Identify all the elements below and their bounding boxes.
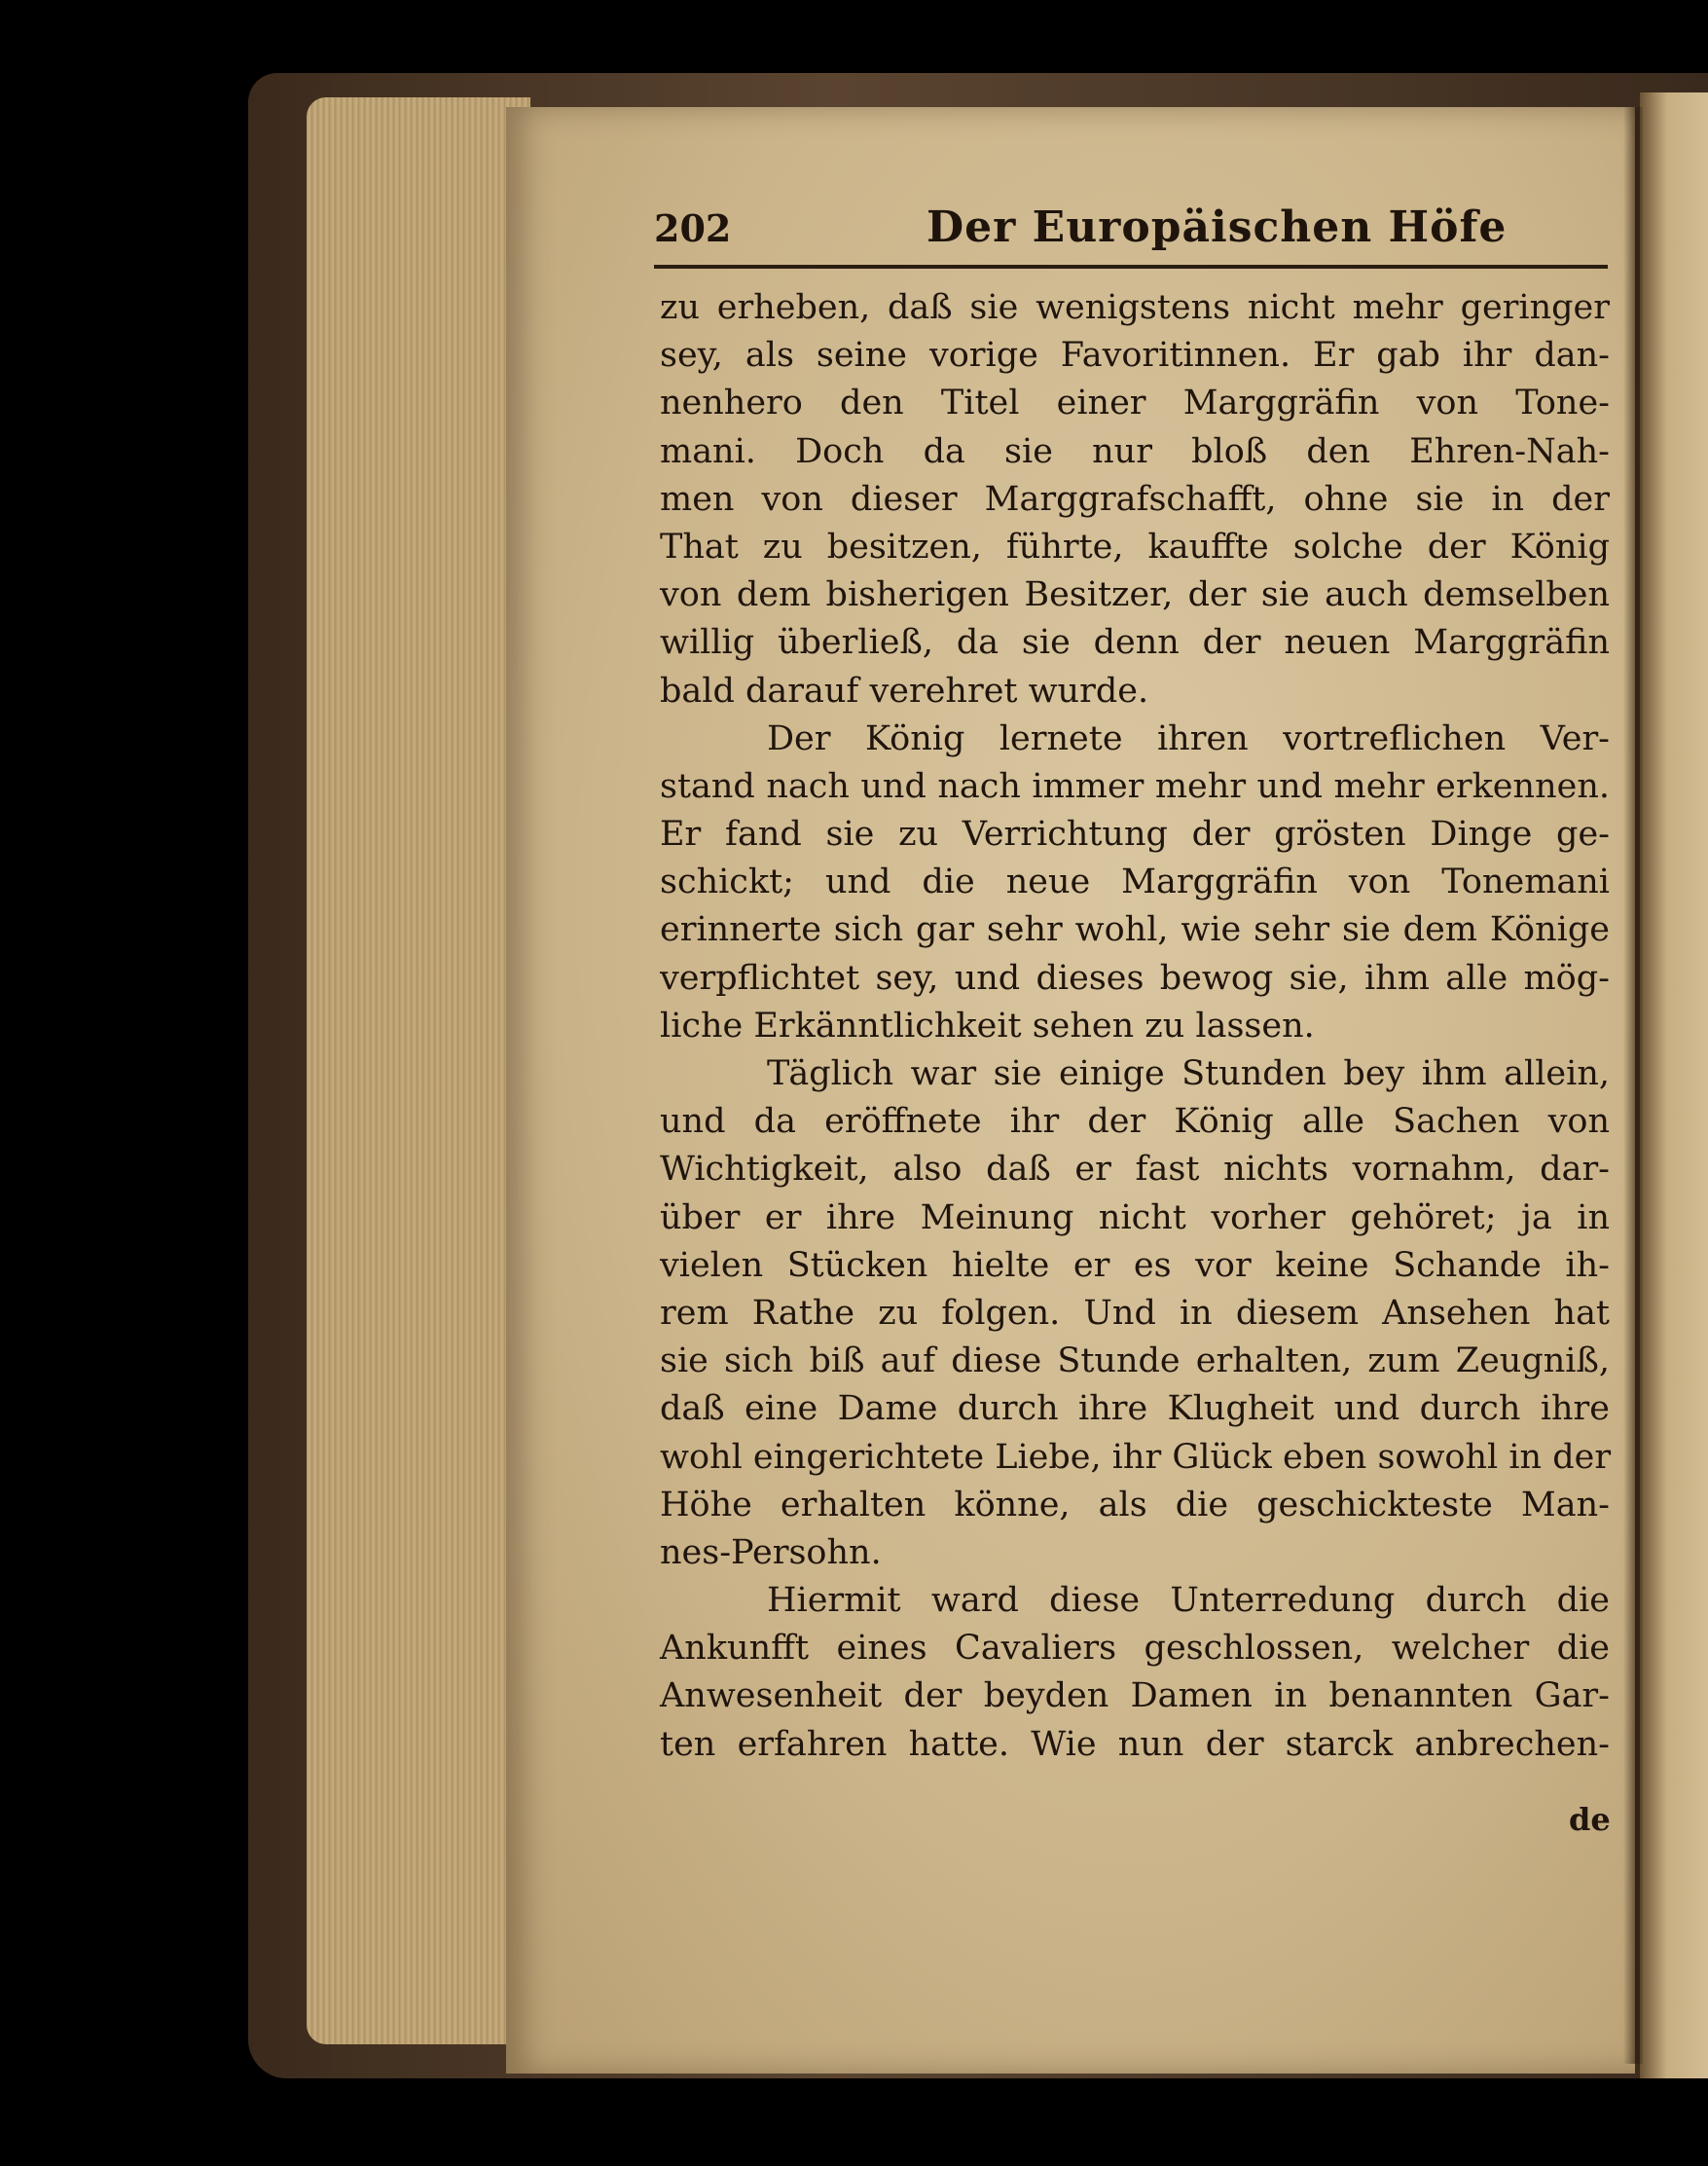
text-line: liche Erkänntlichkeit sehen zu lassen.	[660, 1006, 1315, 1046]
text-line: rem Rathe zu folgen. Und in diesem Ansehen hat	[660, 1293, 1610, 1333]
paragraph-start-line: Hiermit ward diese Unterredung durch die	[767, 1581, 1610, 1621]
text-line: nes-Persohn.	[660, 1532, 882, 1572]
text-line: sie sich biß auf diese Stunde erhalten, zum Zeugniß,	[660, 1341, 1610, 1381]
text-line: ten erfahren hatte. Wie nun der starck anbrechen-	[660, 1724, 1610, 1764]
text-line: mani. Doch da sie nur bloß den Ehren-Nah-	[660, 431, 1610, 471]
page-edges	[307, 97, 530, 2044]
text-line: Höhe erhalten könne, als die geschickteste Man-	[660, 1485, 1610, 1524]
page-header	[654, 202, 1608, 261]
paragraph-start-line: Der König lernete ihren vortreflichen Ver-	[767, 718, 1610, 758]
text-line: daß eine Dame durch ihre Klugheit und durch ihre	[660, 1389, 1610, 1429]
running-head: Der Europäischen Höfe	[927, 202, 1508, 252]
text-line: men von dieser Marggrafschafft, ohne sie in der	[660, 479, 1610, 519]
text-line: von dem bisherigen Besitzer, der sie auch demselben	[660, 575, 1610, 615]
text-line: wohl eingerichtete Liebe, ihr Glück eben sowohl in der	[660, 1437, 1612, 1477]
text-line: vielen Stücken hielte er es vor keine Schande ih-	[660, 1245, 1610, 1285]
text-line: Ankunfft eines Cavaliers geschlossen, welcher die	[660, 1629, 1610, 1669]
text-line: stand nach und nach immer mehr und mehr erkennen.	[660, 766, 1610, 806]
body-text	[660, 284, 1610, 1769]
text-line: nenhero den Titel einer Marggräfin von Tone-	[660, 384, 1610, 423]
text-line: willig überließ, da sie denn der neuen Marggräfin	[660, 623, 1610, 663]
text-line: erinnerte sich gar sehr wohl, wie sehr sie dem Könige	[660, 910, 1610, 950]
facing-page-edge	[1640, 92, 1708, 2078]
text-line: schickt; und die neue Marggräfin von Tonemani	[660, 863, 1610, 902]
text-line: und da eröffnete ihr der König alle Sachen von	[660, 1102, 1610, 1142]
page-gutter	[1623, 107, 1643, 2064]
text-line: Anwesenheit der beyden Damen in benannten Gar-	[660, 1676, 1610, 1716]
text-line: Er fand sie zu Verrichtung der grösten Dinge ge-	[660, 815, 1610, 855]
text-line: Wichtigkeit, also daß er fast nichts vornahm, dar-	[660, 1150, 1610, 1190]
text-line: verpflichtet sey, und dieses bewog sie, ihm alle mög-	[660, 958, 1610, 998]
text-line: über er ihre Meinung nicht vorher gehöret; ja in	[660, 1197, 1610, 1237]
catchword: de	[1569, 1801, 1611, 1838]
text-line: zu erheben, daß sie wenigstens nicht mehr geringer	[660, 288, 1610, 327]
paragraph-start-line: Täglich war sie einige Stunden bey ihm allein,	[767, 1054, 1610, 1093]
header-rule	[654, 265, 1608, 269]
text-line: That zu besitzen, führte, kauffte solche der König	[660, 527, 1610, 567]
text-line: bald darauf verehret wurde.	[660, 671, 1149, 711]
text-line: sey, als seine vorige Favoritinnen. Er gab ihr dan-	[660, 336, 1610, 376]
page-number: 202	[654, 206, 732, 250]
